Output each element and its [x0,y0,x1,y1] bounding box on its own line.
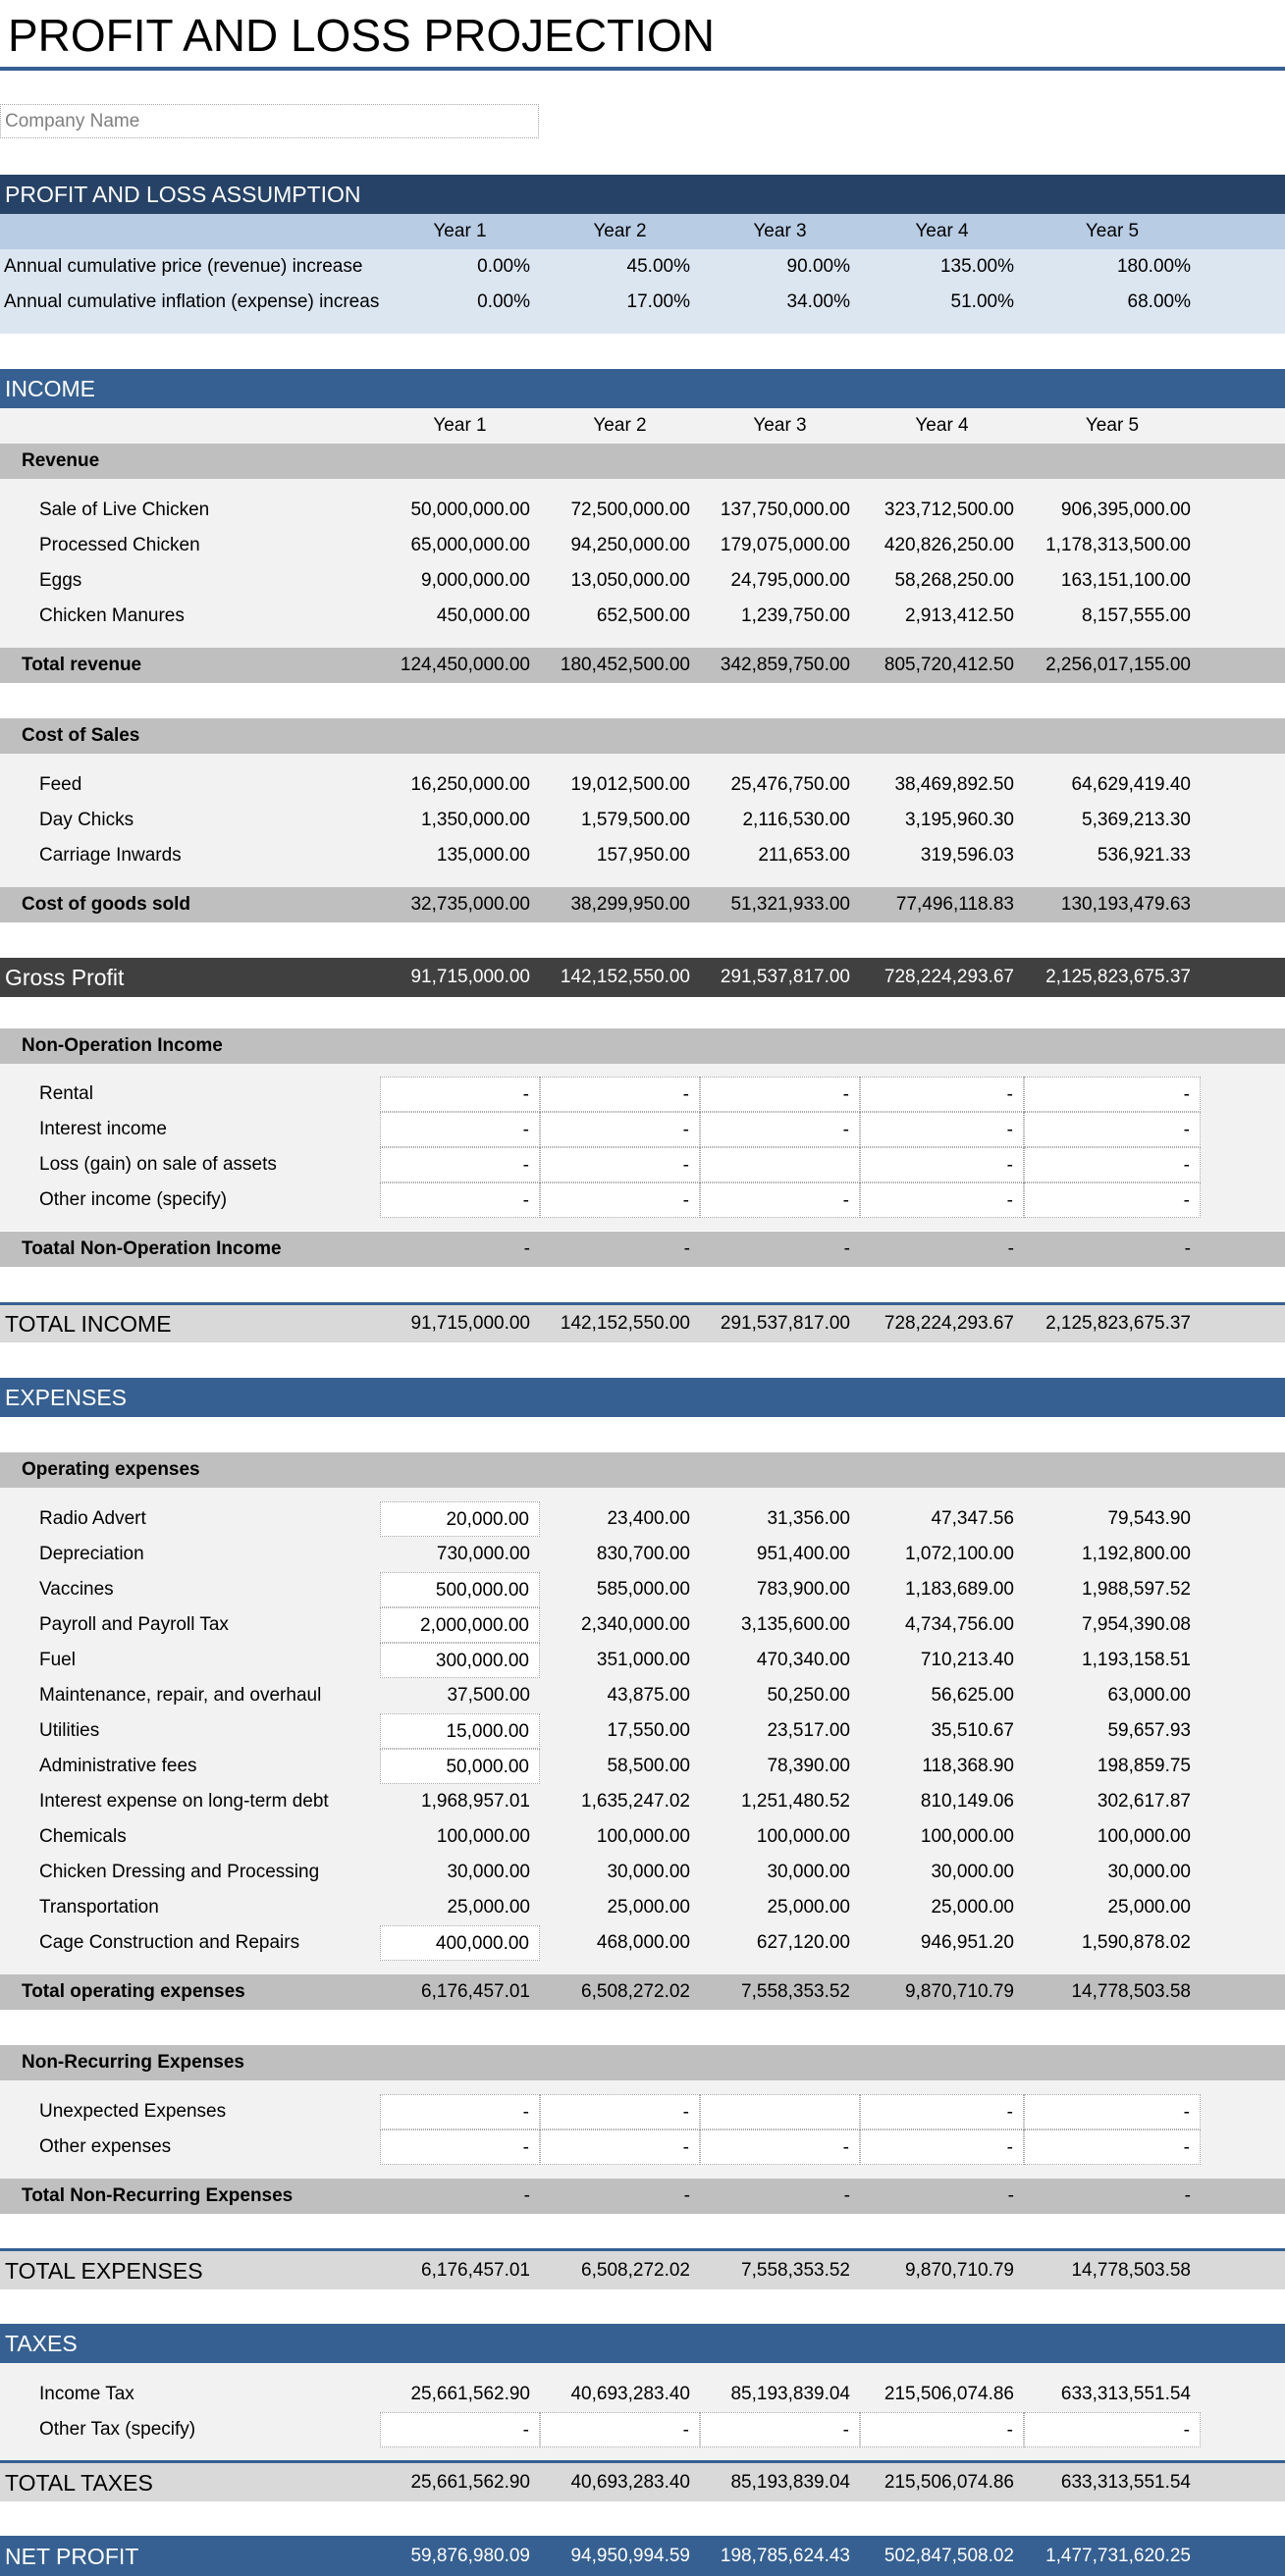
table-row: Other income (specify) - - - - - [0,1183,1285,1218]
company-name-input[interactable]: Company Name [0,104,539,138]
table-row: Loss (gain) on sale of assets - - - - [0,1147,1285,1183]
table-row: Chicken Manures 450,000.00 652,500.00 1,239,750.00 2,913,412.50 8,157,555.00 [39,605,1191,626]
title-divider [0,67,1285,71]
taxes-heading: TAXES [0,2324,1285,2363]
cost-of-sales-heading: Cost of Sales [0,718,1285,754]
gross-profit-row: Gross Profit 91,715,000.00 142,152,550.00 291,537,817.00 728,224,293.67 2,125,823,675.37 [0,958,1285,997]
table-row: Maintenance, repair, and overhaul 37,500.00 43,875.00 50,250.00 56,625.00 63,000.00 [39,1685,1191,1706]
table-row: Interest income - - - - - [0,1112,1285,1147]
table-row: Utilities 15,000.00 17,550.00 23,517.00 35,510.67 59,657.93 [0,1713,1285,1749]
table-row: Carriage Inwards 135,000.00 157,950.00 211,653.00 319,596.03 536,921.33 [39,845,1191,866]
year-header: Year 2 [593,221,647,241]
non-operation-total-row: Toatal Non-Operation Income - - - - - [0,1232,1285,1267]
table-row: Day Chicks 1,350,000.00 1,579,500.00 2,116,530.00 3,195,960.30 5,369,213.30 [39,810,1191,830]
table-row: Radio Advert 20,000.00 23,400.00 31,356.00 47,347.56 79,543.90 [0,1501,1285,1537]
non-recurring-expenses-heading: Non-Recurring Expenses [0,2045,1285,2080]
income-year-header: Year 1 Year 2 Year 3 Year 4 Year 5 [0,408,1285,444]
non-operation-income-heading: Non-Operation Income [0,1028,1285,1064]
table-row: Chemicals 100,000.00 100,000.00 100,000.00 100,000.00 100,000.00 [39,1826,1191,1847]
table-row: Income Tax 25,661,562.90 40,693,283.40 85,193,839.04 215,506,074.86 633,313,551.54 [39,2384,1191,2404]
table-row: Chicken Dressing and Processing 30,000.00 30,000.00 30,000.00 30,000.00 30,000.00 [39,1862,1191,1882]
assumption-year-header [0,214,1285,249]
table-row: Eggs 9,000,000.00 13,050,000.00 24,795,000.00 58,268,250.00 163,151,100.00 [39,570,1191,591]
revenue-heading: Revenue [0,444,1285,479]
operating-expenses-heading: Operating expenses [0,1452,1285,1488]
table-row: Rental - - - - - [0,1077,1285,1112]
table-row: Sale of Live Chicken 50,000,000.00 72,500,000.00 137,750,000.00 323,712,500.00 906,395,000.00 [39,499,1191,520]
table-row: Depreciation 730,000.00 830,700.00 951,400.00 1,072,100.00 1,192,800.00 [39,1544,1191,1564]
net-profit-row: NET PROFIT 59,876,980.09 94,950,994.59 198,785,624.43 502,847,508.02 1,477,731,620.25 [0,2536,1285,2576]
table-row: Administrative fees 50,000.00 58,500.00 78,390.00 118,368.90 198,859.75 [0,1749,1285,1784]
table-row: Other expenses - - - - - [0,2129,1285,2165]
total-income-row: TOTAL INCOME 91,715,000.00 142,152,550.00 291,537,817.00 728,224,293.67 2,125,823,675.37 [0,1302,1285,1342]
table-row: Payroll and Payroll Tax 2,000,000.00 2,340,000.00 3,135,600.00 4,734,756.00 7,954,390.08 [0,1607,1285,1643]
table-row: Interest expense on long-term debt 1,968,957.01 1,635,247.02 1,251,480.52 810,149.06 302,617.87 [39,1791,1191,1812]
year-header: Year 4 [915,221,969,241]
table-row: Transportation 25,000.00 25,000.00 25,000.00 25,000.00 25,000.00 [39,1897,1191,1918]
cogs-total-row: Cost of goods sold 32,735,000.00 38,299,950.00 51,321,933.00 77,496,118.83 130,193,479.63 [0,887,1285,922]
table-row: Feed 16,250,000.00 19,012,500.00 25,476,750.00 38,469,892.50 64,629,419.40 [39,774,1191,795]
table-row: Fuel 300,000.00 351,000.00 470,340.00 710,213.40 1,193,158.51 [0,1643,1285,1678]
table-row: Other Tax (specify) - - - - - [0,2412,1285,2447]
total-operating-expenses-row: Total operating expenses 6,176,457.01 6,508,272.02 7,558,353.52 9,870,710.79 14,778,503.58 [0,1974,1285,2010]
income-heading: INCOME [0,369,1285,408]
table-row: Processed Chicken 65,000,000.00 94,250,000.00 179,075,000.00 420,826,250.00 1,178,313,500.00 [39,535,1191,555]
table-row: Vaccines 500,000.00 585,000.00 783,900.00 1,183,689.00 1,988,597.52 [0,1572,1285,1607]
total-expenses-row: TOTAL EXPENSES 6,176,457.01 6,508,272.02 7,558,353.52 9,870,710.79 14,778,503.58 [0,2248,1285,2289]
expenses-heading: EXPENSES [0,1378,1285,1417]
table-row: Unexpected Expenses - - - - [0,2094,1285,2129]
total-taxes-row: TOTAL TAXES 25,661,562.90 40,693,283.40 85,193,839.04 215,506,074.86 633,313,551.54 [0,2460,1285,2501]
year-header: Year 5 [1085,221,1140,241]
assumption-heading: PROFIT AND LOSS ASSUMPTION [0,175,1285,214]
year-header: Year 1 [433,221,487,241]
total-revenue-row: Total revenue 124,450,000.00 180,452,500.00 342,859,750.00 805,720,412.50 2,256,017,155.00 [0,648,1285,683]
assumption-row-inflation: Annual cumulative inflation (expense) increas 0.00% 17.00% 34.00% 51.00% 68.00% [4,291,1191,312]
page-title: PROFIT AND LOSS PROJECTION [8,10,715,61]
year-header: Year 3 [753,221,807,241]
assumption-row-price: Annual cumulative price (revenue) increase 0.00% 45.00% 90.00% 135.00% 180.00% [4,256,1191,277]
total-non-recurring-row: Total Non-Recurring Expenses - - - - - [0,2179,1285,2214]
table-row: Cage Construction and Repairs 400,000.00 468,000.00 627,120.00 946,951.20 1,590,878.02 [0,1925,1285,1961]
